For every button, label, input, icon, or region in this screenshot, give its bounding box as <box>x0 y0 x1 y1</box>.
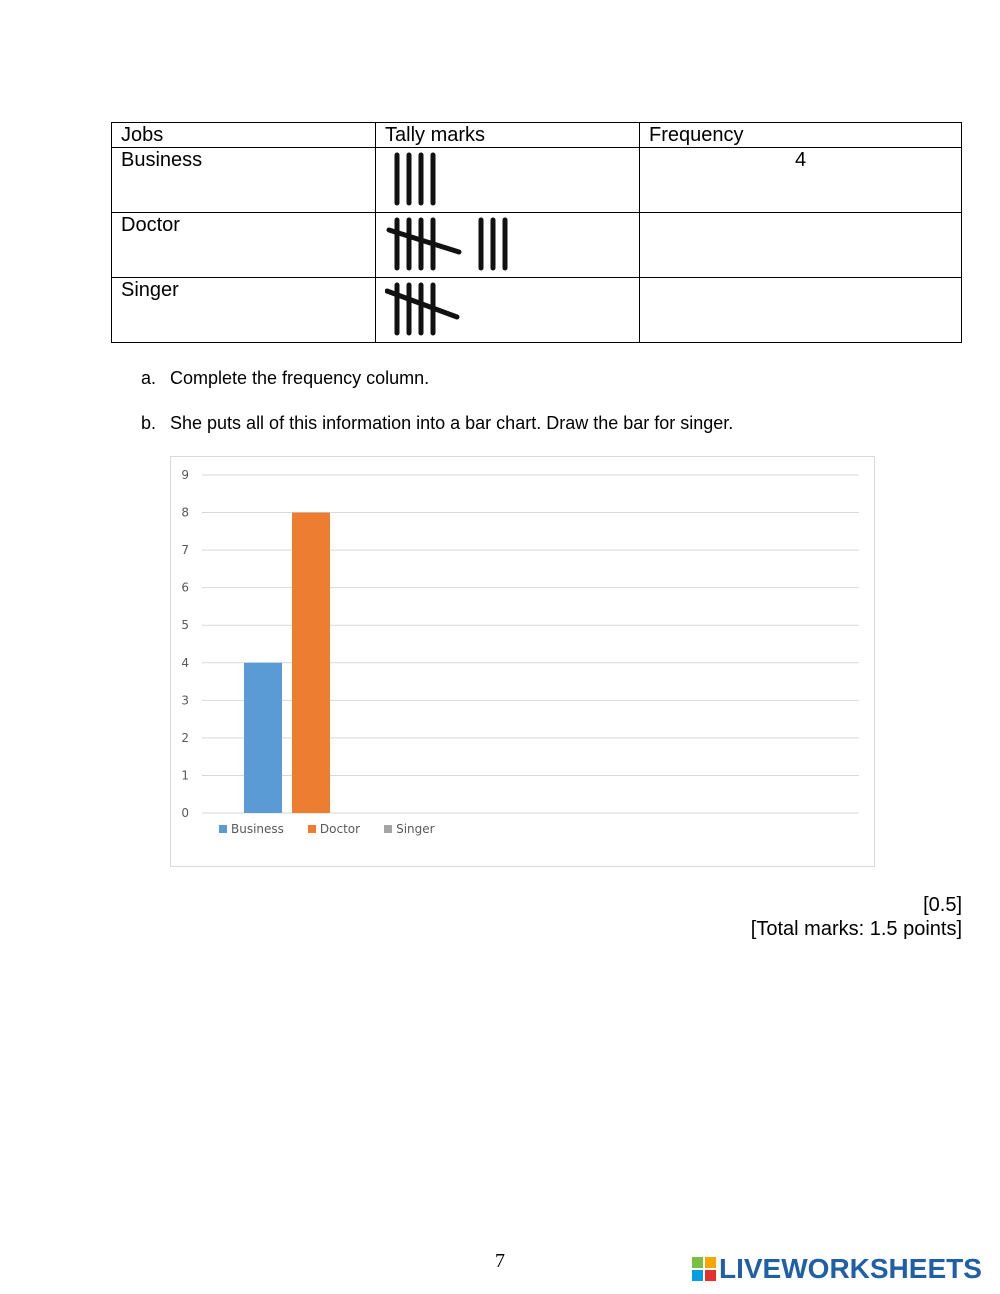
y-tick-label-7: 7 <box>181 543 189 558</box>
bar-chart[interactable] <box>170 456 875 867</box>
bar-business[interactable] <box>244 663 282 813</box>
job-singer: Singer <box>112 278 376 343</box>
chart-legend <box>219 822 459 836</box>
y-tick-label-0: 0 <box>181 806 189 820</box>
marks-part: [0.5] <box>923 894 962 916</box>
header-frequency: Frequency <box>640 123 962 148</box>
question-a-marker: a. <box>141 368 157 388</box>
question-b-marker: b. <box>141 413 157 433</box>
y-tick-label-5: 5 <box>181 618 189 633</box>
question-b <box>141 413 733 434</box>
tally-doctor <box>376 213 640 278</box>
bar-doctor[interactable] <box>292 513 330 813</box>
legend-label-singer: Singer <box>396 822 435 836</box>
y-tick-label-3: 3 <box>181 693 189 708</box>
tally-business <box>376 148 640 213</box>
job-doctor: Doctor <box>112 213 376 278</box>
table-row-doctor <box>112 213 962 278</box>
job-business: Business <box>112 148 376 213</box>
bar-chart-svg <box>171 457 876 868</box>
legend-label-doctor: Doctor <box>319 822 361 836</box>
question-a <box>141 368 429 389</box>
header-tally-marks: Tally marks <box>376 123 640 148</box>
legend-label-business: Business <box>231 822 284 836</box>
tally-table <box>111 122 962 343</box>
y-tick-label-2: 2 <box>181 730 189 745</box>
liveworksheets-brand-text: LIVEWORKSHEETS <box>719 1253 982 1284</box>
header-jobs: Jobs <box>112 123 376 148</box>
frequency-singer[interactable] <box>640 278 962 343</box>
table-row-singer <box>112 278 962 343</box>
question-b-text: She puts all of this information into a bar chart. Draw the bar for singer. <box>170 413 734 433</box>
legend-item-singer <box>384 822 435 836</box>
frequency-doctor[interactable] <box>640 213 962 278</box>
table-header-row <box>112 123 962 148</box>
tally-singer <box>376 278 640 343</box>
question-a-text: Complete the frequency column. <box>170 368 430 388</box>
tally-marks-doctor <box>385 216 535 276</box>
y-tick-label-1: 1 <box>181 768 189 783</box>
y-tick-label-9: 9 <box>181 468 189 482</box>
tally-marks-business <box>385 151 465 211</box>
y-tick-label-4: 4 <box>181 655 189 670</box>
y-tick-label-6: 6 <box>181 580 189 595</box>
page-number: 7 <box>495 1250 505 1272</box>
legend-item-doctor <box>308 822 360 836</box>
legend-swatch-business <box>219 825 227 833</box>
liveworksheets-logo-icon <box>692 1257 716 1281</box>
frequency-business[interactable]: 4 <box>640 148 962 213</box>
legend-item-business <box>219 822 284 836</box>
tally-marks-singer <box>385 281 465 341</box>
legend-swatch-doctor <box>308 825 316 833</box>
legend-swatch-singer <box>384 825 392 833</box>
table-row-business <box>112 148 962 213</box>
marks-total: [Total marks: 1.5 points] <box>750 918 962 940</box>
liveworksheets-logo[interactable] <box>692 1253 982 1285</box>
y-tick-label-8: 8 <box>181 505 189 520</box>
